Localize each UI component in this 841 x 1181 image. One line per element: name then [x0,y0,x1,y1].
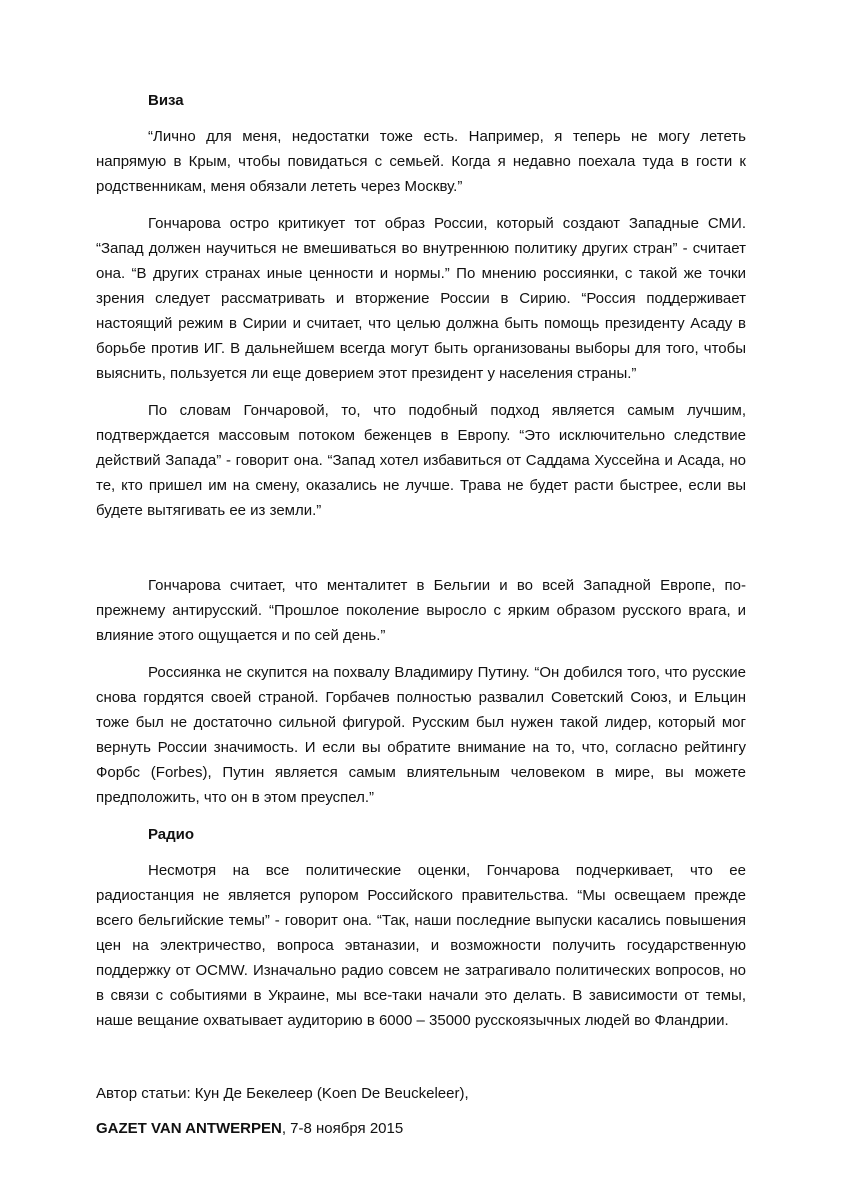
author-line: Автор статьи: Кун Де Бекелеер (Koen De Beuckeleer), [96,1085,469,1102]
section-heading-visa: Виза [148,92,184,109]
source-line [96,1116,746,1141]
paragraph-western-media: Гончарова остро критикует тот образ России, который создают Западные СМИ. “Запад должен научиться не вмешиваться во внутреннюю политику других стран” - считает она. “В других странах иные ценности и нормы.” По мнению россиянки, с такой же точки зрения следует рассматривать и вторжение России в Сирию. “Россия поддерживает настоящий режим в Сирии и считает, что целью должна быть помощь президенту Асаду в борьбе против ИГ. В дальнейшем всегда могут быть организованы выборы для того, чтобы выяснить, пользуется ли еще доверием этот президент у населения страны.” [96,215,746,382]
paragraph-mentality: Гончарова считает, что менталитет в Бельгии и во всей Западной Европе, по-прежнему антирусский. “Прошлое поколение выросло с ярким образом русского врага, и влияние этого ощущается и по сей день.” [96,577,746,644]
source-publication-date: , 7-8 ноября 2015 [281,1120,404,1137]
paragraph-radio-station: Несмотря на все политические оценки, Гончарова подчеркивает, что ее радиостанция не является рупором Российского правительства. “Мы освещаем прежде всего бельгийские темы” - говорит она. “Так, наши последние выпуски касались повышения цен на электричество, вопроса эвтаназии, и возможности получить государственную поддержку от OCMW. Изначально радио совсем не затрагивало политических вопросов, но в связи с событиями в Украине, мы все-таки начали это делать. В зависимости от темы, наше вещание охватывает аудиторию в 6000 – 35000 русскоязычных людей во Фландрии. [96,862,746,1029]
section-heading-radio: Радио [148,826,195,843]
paragraph-visa-quote: “Лично для меня, недостатки тоже есть. Например, я теперь не могу лететь напрямую в Крым, чтобы повидаться с семьей. Когда я недавно поехала туда в гости к родственникам, меня обязали лететь через Москву.” [96,128,746,195]
source-publication-name: GAZET VAN ANTWERPEN [96,1120,282,1137]
paragraph-putin-praise: Россиянка не скупится на похвалу Владимиру Путину. “Он добился того, что русские снова гордятся своей страной. Горбачев полностью развалил Советский Союз, и Ельцин тоже был не достаточно сильной фигурой. Русским был нужен такой лидер, который мог вернуть России значимость. И если вы обратите внимание на то, что, согласно рейтингу Форбс (Forbes), Путин является самым влиятельным человеком в мире, вы можете предположить, что он в этом преуспел.” [96,664,746,806]
paragraph-refugees: По словам Гончаровой, то, что подобный подход является самым лучшим, подтверждается массовым потоком беженцев в Европу. “Это исключительно следствие действий Запада” - говорит она. “Запад хотел избавиться от Саддама Хуссейна и Асада, но те, кто пришел им на смену, оказались не лучше. Трава не будет расти быстрее, если вы будете вытягивать ее из земли.” [96,402,746,519]
